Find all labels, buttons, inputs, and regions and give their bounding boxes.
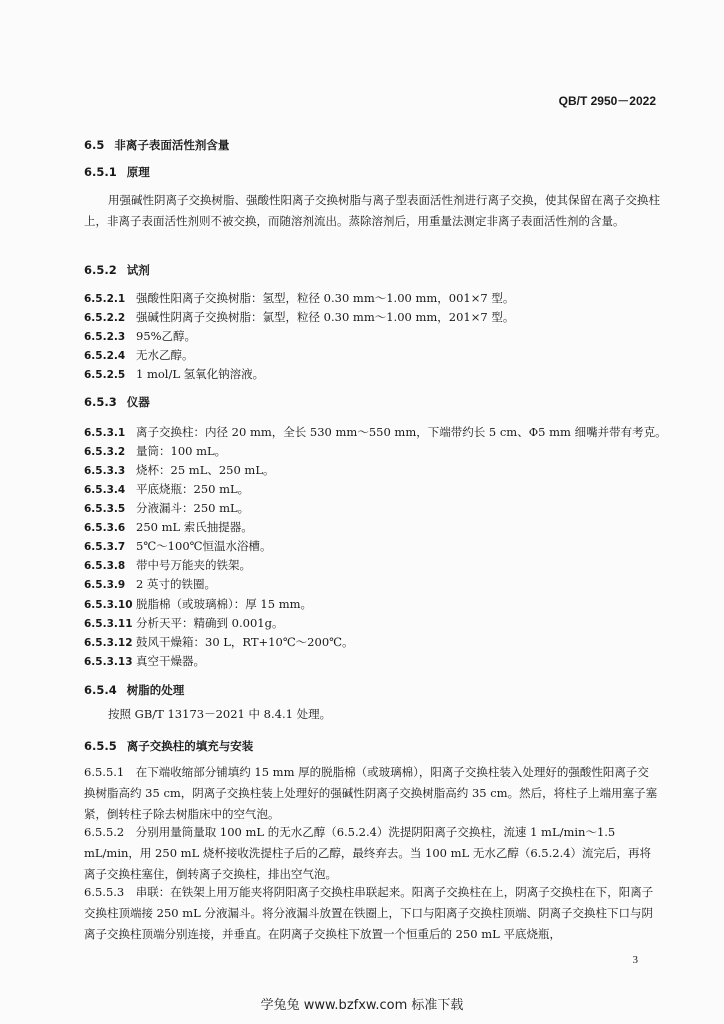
list-item: 6.5.3.1 离子交换柱：内径 20 mm，全长 530 mm～550 mm，下端带约长 5 cm、Φ5 mm 细嘴并带有考克。 [84,425,667,439]
section-title: 试剂 [126,263,150,277]
section-number: 6.5.3 [84,395,117,409]
list-item: 6.5.3.8 带中号万能夹的铁架。 [84,558,251,572]
list-item: 6.5.2.4 无水乙醇。 [84,348,194,362]
section-title: 树脂的处理 [126,683,185,697]
list-item: 6.5.3.9 2 英寸的铁圈。 [84,577,216,591]
paragraph-6-5-5-2: 6.5.5.2 分别用量筒量取 100 mL 的无水乙醇（6.5.2.4）洗提阴阳离子交换柱，流速 1 mL/min～1.5 mL/min，用 250 mL 烧杯接收洗提柱子后的乙醇，最终弃去。当 100 mL 无水乙醇（6.5.2.4）流完后，再将离子交换柱塞住，倒转离子交换柱，排出空气泡。 [84,825,652,881]
principle-paragraph: 用强碱性阴离子交换树脂、强酸性阳离子交换树脂与离子型表面活性剂进行离子交换，使其保留在离子交换柱上，非离子表面活性剂则不被交换，而随溶剂流出。蒸除溶剂后，用重量法测定非离子表面活性剂的含量。 [84,193,660,228]
footer-watermark: 学兔兔 www.bzfxw.com 标准下载 [260,998,464,1013]
list-item: 6.5.2.1 强酸性阳离子交换树脂：氢型，粒径 0.30 mm～1.00 mm，001×7 型。 [84,291,515,305]
section-number: 6.5.4 [84,683,117,697]
section-number: 6.5.5 [84,739,117,753]
section-title: 原理 [126,165,150,179]
section-title: 离子交换柱的填充与安装 [126,739,254,753]
section-number: 6.5.2 [84,263,117,277]
list-item: 6.5.3.13 真空干燥器。 [84,654,205,668]
resin-treatment-paragraph: 按照 GB/T 13173－2021 中 8.4.1 处理。 [108,707,332,721]
paragraph-6-5-5-1: 6.5.5.1 在下端收缩部分铺填约 15 mm 厚的脱脂棉（或玻璃棉），阳离子交换柱装入处理好的强酸性阳离子交换树脂高约 35 cm，阴离子交换柱装上处理好的强碱性阴离子交换树脂高约 35 cm。然后，将柱子上端用塞子塞紧，倒转柱子除去树脂床中的空气泡。 [84,765,658,821]
list-item: 6.5.3.2 量筒：100 mL。 [84,444,227,458]
paragraph-6-5-5-3: 6.5.5.3 串联：在铁架上用万能夹将阴阳离子交换柱串联起来。阳离子交换柱在上，阴离子交换柱在下，阳离子交换柱顶端接 250 mL 分液漏斗。将分液漏斗放置在铁圈上，下口与阳离子交换柱顶端、阴离子交换柱下口与阴离子交换柱顶端分别连接，并垂直。在阴离子交换柱下放置一个恒重后的 250 mL 平底烧瓶， [84,885,654,941]
section-title: 非离子表面活性剂含量 [114,138,230,152]
section-title: 仪器 [126,395,150,409]
list-item: 6.5.3.10 脱脂棉（或玻璃棉）：厚 15 mm。 [84,597,313,611]
list-item: 6.5.2.5 1 mol/L 氢氧化钠溶液。 [84,367,265,381]
list-item: 6.5.3.3 烧杯：25 mL、250 mL。 [84,463,275,477]
section-heading-6-5-5 [84,738,253,754]
standard-code: QB/T 2950－2022 [558,94,656,108]
section-heading-6-5 [84,137,229,153]
list-item: 6.5.3.4 平底烧瓶：250 mL。 [84,482,250,496]
list-item: 6.5.3.11 分析天平：精确到 0.001g。 [84,616,284,630]
list-item: 6.5.2.2 强碱性阴离子交换树脂：氯型，粒径 0.30 mm～1.00 mm，201×7 型。 [84,310,515,324]
section-heading-6-5-4 [84,682,184,698]
section-heading-6-5-3 [84,394,150,410]
section-number: 6.5 [84,138,105,152]
list-item: 6.5.2.3 95%乙醇。 [84,329,197,343]
section-heading-6-5-1 [84,164,150,180]
section-number: 6.5.1 [84,165,117,179]
section-heading-6-5-2 [84,262,150,278]
list-item: 6.5.3.5 分液漏斗：250 mL。 [84,501,250,515]
page-number: 3 [632,954,638,966]
list-item: 6.5.3.12 鼓风干燥箱：30 L，RT+10℃～200℃。 [84,635,354,649]
list-item: 6.5.3.6 250 mL 索氏抽提器。 [84,520,253,534]
list-item: 6.5.3.7 5℃～100℃恒温水浴槽。 [84,539,272,553]
